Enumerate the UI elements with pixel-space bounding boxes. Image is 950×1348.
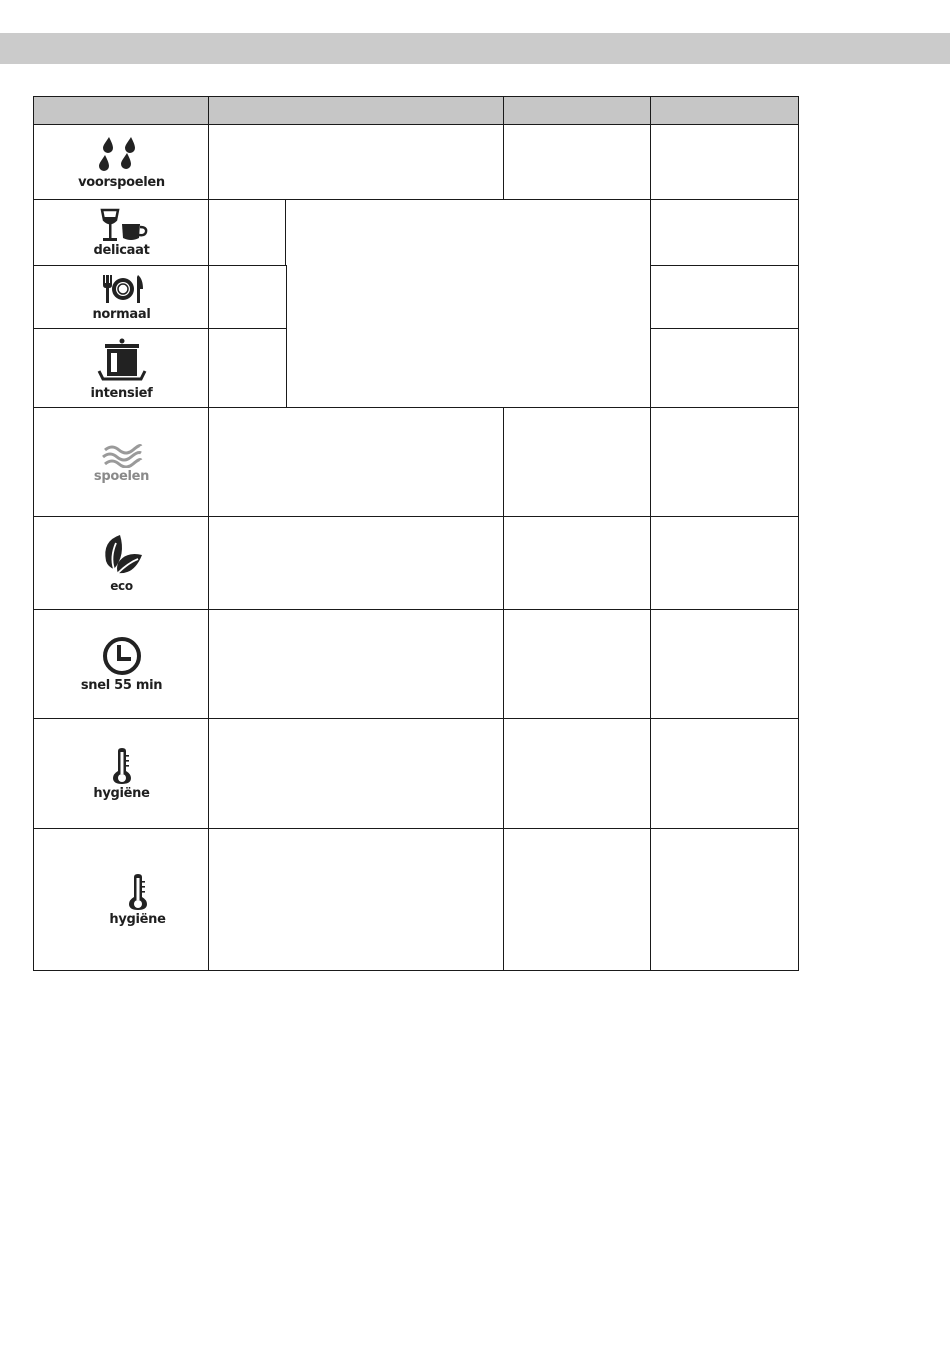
waves-icon <box>101 442 143 468</box>
clock-icon <box>102 636 142 676</box>
table-cell <box>208 124 505 201</box>
table-cell <box>503 718 652 830</box>
table-cell <box>650 199 799 267</box>
table-cell <box>650 407 799 518</box>
table-cell <box>650 718 799 830</box>
program-label: spoelen <box>93 468 150 484</box>
table-header-cell <box>650 96 799 126</box>
table-cell-merged <box>285 199 652 409</box>
table-cell <box>650 516 799 611</box>
table-row-rinse <box>33 407 210 518</box>
table-row-prewash <box>33 124 210 201</box>
program-label: normaal <box>92 307 151 322</box>
program-label: intensief <box>90 385 153 401</box>
table-row-hygiene <box>33 718 210 830</box>
table-cell <box>208 265 287 330</box>
table-row-eco <box>33 516 210 611</box>
table-cell <box>208 199 287 267</box>
table-cell <box>650 828 799 971</box>
table-cell <box>503 407 652 518</box>
table-cell <box>208 828 505 971</box>
table-cell <box>650 265 799 330</box>
page-header-band <box>0 33 950 64</box>
leaves-icon <box>100 533 144 577</box>
thermometer-icon <box>110 747 134 785</box>
table-cell <box>208 609 505 720</box>
table-cell <box>208 718 505 830</box>
table-header-cell <box>503 96 652 126</box>
table-header-cell <box>208 96 505 126</box>
table-cell <box>503 609 652 720</box>
table-row-hygiene <box>33 828 210 971</box>
table-cell <box>503 124 652 201</box>
table-cell <box>650 124 799 201</box>
plate-and-cutlery-icon <box>99 273 145 305</box>
program-label: hygiëne <box>93 786 150 801</box>
program-label: delicaat <box>93 243 150 258</box>
table-row-intensive <box>33 328 210 409</box>
table-cell <box>650 328 799 409</box>
thermometer-icon <box>126 873 150 911</box>
table-header-cell <box>33 96 210 126</box>
program-label: eco <box>110 579 133 593</box>
cooking-pot-icon <box>95 337 149 385</box>
table-cell <box>208 407 505 518</box>
table-row-quick <box>33 609 210 720</box>
program-label: snel 55 min <box>80 678 163 693</box>
table-cell <box>208 516 505 611</box>
program-label: hygiëne <box>109 911 166 927</box>
table-row-delicate <box>33 199 210 267</box>
raindrops-icon <box>97 135 147 171</box>
program-label: voorspoelen <box>78 175 165 190</box>
table-cell <box>503 516 652 611</box>
table-row-normal <box>33 265 210 330</box>
table-cell <box>650 609 799 720</box>
table-cell <box>503 828 652 971</box>
table-cell <box>208 328 287 409</box>
glass-and-cup-icon <box>96 208 148 242</box>
